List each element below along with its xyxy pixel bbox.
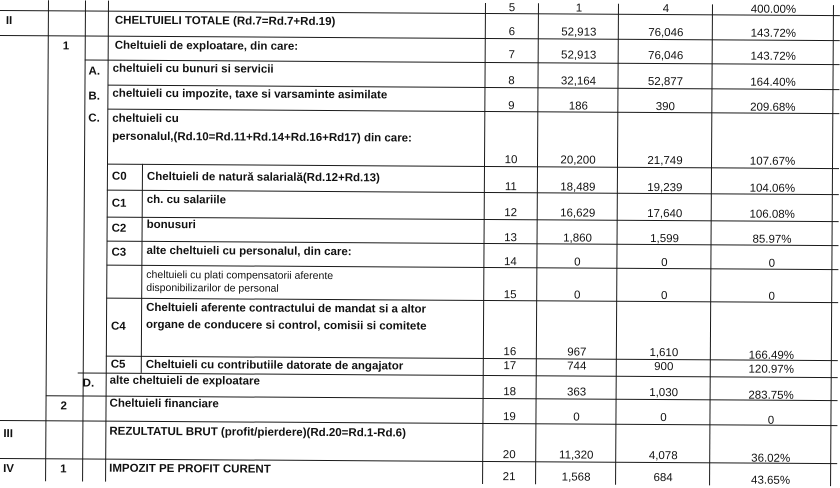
row-number: 8 bbox=[508, 75, 515, 88]
value-col-1: 52,913 bbox=[561, 26, 597, 39]
value-col-1: 744 bbox=[567, 360, 587, 373]
value-col-2: 76,046 bbox=[648, 49, 684, 63]
value-col-1: 11,320 bbox=[559, 449, 594, 462]
top-row-percent: 400.00% bbox=[750, 3, 797, 16]
section-code: II bbox=[5, 15, 13, 28]
value-col-2: 21,749 bbox=[647, 154, 683, 168]
col-rule bbox=[82, 1, 86, 482]
row-label: Cheltuieli cu contributiile datorate de angajator bbox=[145, 358, 404, 373]
row-label: cheltuieli cu bunuri si servicii bbox=[112, 62, 274, 76]
value-col-1: 16,629 bbox=[560, 207, 596, 220]
row-label: cheltuieli cu bbox=[112, 112, 179, 126]
sub-letter: B. bbox=[88, 90, 100, 103]
row-number: 20 bbox=[502, 449, 516, 462]
row-label-line-2: disponibilizarilor de personal bbox=[146, 281, 279, 295]
value-col-2: 19,239 bbox=[647, 181, 683, 195]
percent-col: 0 bbox=[768, 290, 775, 303]
value-col-1: 1,860 bbox=[563, 232, 592, 245]
value-col-2: 17,640 bbox=[647, 207, 683, 221]
row-number: 15 bbox=[503, 289, 517, 302]
percent-col: 85.97% bbox=[752, 233, 792, 246]
row-label: bonusuri bbox=[146, 218, 196, 232]
row-number: 16 bbox=[503, 346, 517, 359]
percent-col: 120.97% bbox=[748, 363, 794, 376]
value-col-1: 363 bbox=[566, 386, 587, 399]
cost-code: C1 bbox=[111, 197, 127, 210]
row-number: 13 bbox=[504, 232, 517, 245]
value-col-2: 1,599 bbox=[650, 232, 679, 246]
row-label: cheltuieli cu impozite, taxe si varsaminte asimilate bbox=[112, 87, 388, 102]
sub-letter: A. bbox=[88, 65, 101, 78]
row-number: 18 bbox=[503, 386, 517, 399]
row-number: 14 bbox=[503, 256, 517, 269]
value-col-1: 20,200 bbox=[560, 154, 596, 167]
row-label: alte cheltuieli cu personalul, din care: bbox=[146, 244, 352, 259]
row-number: 9 bbox=[508, 100, 515, 113]
cost-code: C0 bbox=[111, 170, 127, 183]
top-row-rd: 5 bbox=[508, 2, 516, 15]
col-rule bbox=[45, 0, 49, 481]
percent-col: 143.72% bbox=[750, 27, 797, 40]
value-col-1: 32,164 bbox=[560, 75, 597, 88]
value-col-1: 18,489 bbox=[560, 181, 596, 194]
value-col-2: 1,610 bbox=[649, 346, 679, 360]
sub-letter: D. bbox=[82, 377, 95, 390]
row-number: 19 bbox=[503, 411, 516, 424]
top-row-value-1: 1 bbox=[575, 2, 583, 15]
percent-col: 107.67% bbox=[749, 155, 796, 168]
value-col-2: 0 bbox=[660, 412, 667, 425]
cost-code: C2 bbox=[111, 222, 127, 235]
percent-col: 166.49% bbox=[748, 349, 795, 362]
row-number: 10 bbox=[504, 154, 518, 167]
value-col-2: 52,877 bbox=[647, 75, 684, 89]
value-col-2: 390 bbox=[655, 101, 675, 114]
item-number: 1 bbox=[62, 40, 70, 53]
row-number: 6 bbox=[508, 26, 516, 39]
cost-code: C3 bbox=[111, 246, 127, 259]
row-number: 7 bbox=[508, 49, 515, 62]
value-col-2: 0 bbox=[661, 257, 668, 270]
row-number: 12 bbox=[504, 207, 518, 220]
percent-col: 209.68% bbox=[750, 101, 796, 114]
percent-col: 0 bbox=[768, 257, 776, 270]
row-label: Cheltuieli aferente contractului de mandat si a altor bbox=[146, 301, 427, 316]
row-label: alte cheltuieli de exploatare bbox=[109, 374, 260, 388]
value-col-2: 4,078 bbox=[648, 449, 678, 463]
row-label: cheltuieli cu plati compensatorii aferente bbox=[146, 268, 334, 283]
percent-col: 106.08% bbox=[749, 208, 795, 221]
section-code: III bbox=[3, 428, 13, 441]
section-code: IV bbox=[3, 463, 15, 476]
item-number: 2 bbox=[60, 400, 67, 413]
row-label: IMPOZIT PE PROFIT CURENT bbox=[109, 462, 271, 476]
value-col-1: 967 bbox=[567, 346, 587, 359]
row-label: ch. cu salariile bbox=[146, 193, 227, 207]
value-col-2: 0 bbox=[660, 290, 668, 303]
value-col-2: 684 bbox=[653, 472, 673, 485]
row-number: 11 bbox=[504, 181, 517, 194]
percent-col: 143.72% bbox=[750, 50, 796, 63]
row-label: Cheltuieli de natură salarială(Rd.12+Rd.13) bbox=[146, 170, 380, 185]
col-rule bbox=[141, 164, 144, 373]
value-col-2: 900 bbox=[654, 361, 674, 374]
percent-col: 0 bbox=[767, 414, 775, 427]
value-col-1: 186 bbox=[568, 100, 588, 113]
percent-col: 164.40% bbox=[750, 76, 796, 89]
percent-col: 283.75% bbox=[748, 389, 794, 402]
value-col-2: 76,046 bbox=[648, 26, 684, 40]
value-col-1: 0 bbox=[573, 411, 580, 424]
value-col-2: 1,030 bbox=[649, 386, 679, 400]
item-number: 1 bbox=[60, 463, 67, 476]
row-number: 21 bbox=[502, 471, 516, 484]
percent-col: 43.65% bbox=[751, 474, 791, 487]
row-label: REZULTATUL BRUT (profit/pierdere)(Rd.20=Rd.1-Rd.6) bbox=[109, 425, 406, 440]
percent-col: 36.02% bbox=[751, 452, 791, 465]
cost-code: C5 bbox=[110, 358, 126, 371]
row-label-line-2: personalul,(Rd.10=Rd.11+Rd.14+Rd.16+Rd17) din care: bbox=[112, 130, 412, 145]
top-row-value-2: 4 bbox=[662, 3, 670, 16]
row-label-line-2: organe de conducere si control, comisii si comitete bbox=[145, 318, 427, 333]
value-col-1: 52,913 bbox=[561, 49, 597, 62]
percent-col: 104.06% bbox=[749, 182, 796, 195]
row-label: CHELTUIELI TOTALE (Rd.7=Rd.7+Rd.19) bbox=[114, 14, 336, 29]
sub-letter: C. bbox=[88, 112, 100, 125]
value-col-1: 0 bbox=[574, 256, 581, 269]
cost-code: C4 bbox=[110, 320, 126, 333]
value-col-1: 0 bbox=[573, 289, 581, 302]
row-label: Cheltuieli de exploatare, din care: bbox=[114, 39, 299, 53]
value-col-1: 1,568 bbox=[561, 471, 591, 484]
row-label: Cheltuieli financiare bbox=[109, 397, 219, 411]
row-number: 17 bbox=[503, 360, 517, 373]
